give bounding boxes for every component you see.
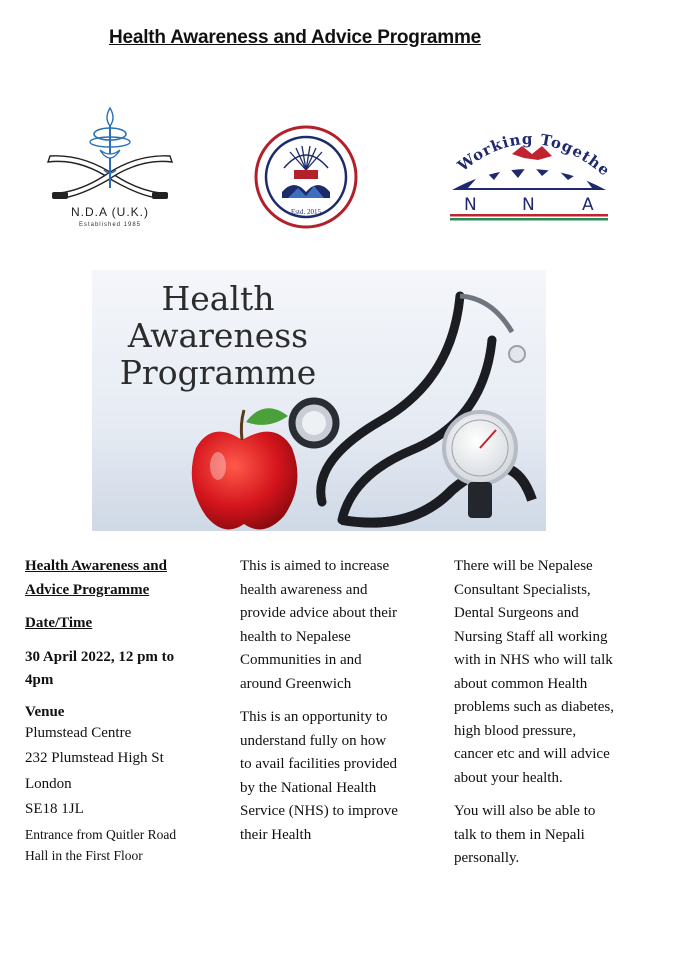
aim-line-2: health awareness and [240,581,368,598]
specialists-line-10: about your health. [454,769,563,786]
nna-arc-text: Working Togethe [454,129,614,180]
specialists-paragraph [454,555,674,790]
aim-line-1: This is aimed to increase [240,558,390,574]
opportunity-line-2: understand fully on how [240,732,387,749]
specialists-line-6: about common Health [454,675,588,692]
aim-line-5: Communities in and [240,652,362,668]
specialists-line-8: high blood pressure, [454,722,577,739]
opportunity-line-6: their Health [240,826,312,843]
specialists-line-2: Consultant Specialists, [454,581,591,598]
nna-logo [444,118,614,228]
nna-letter-1: N [464,195,477,215]
info-column-1 [25,555,235,866]
banner-title-line-1: Health [161,279,275,318]
nda-name: N.D.A (U.K.) [70,205,149,219]
banner-title-line-3: Programme [119,353,317,392]
info-column-3 [454,555,674,871]
nda-established: Established 1985 [78,222,142,228]
programme-heading-line-2: Advice Programme [25,581,150,598]
opportunity-line-5: Service (NHS) to improve [240,803,398,819]
nepali-paragraph [454,800,674,871]
aim-line-4: health to Nepalese [240,628,351,645]
info-column-2 [240,555,445,847]
venue-line-4: SE18 1JL [25,801,84,817]
specialists-line-3: Dental Surgeons and [454,605,579,621]
nna-letter-3: A [582,195,594,215]
venue-label: Venue [25,703,65,720]
specialists-line-9: cancer etc and will advice [454,746,610,762]
programme-heading-line-1: Health Awareness and [25,558,167,574]
banner-title-line-2: Awareness [127,316,309,355]
entrance-line-2: Hall in the First Floor [25,847,143,863]
aim-line-3: provide advice about their [240,605,398,621]
datetime-line-2: 4pm [25,672,54,688]
nna-mountain-emblem-icon [444,118,614,228]
opportunity-line-4: by the National Health [240,779,377,796]
opportunity-paragraph [240,706,445,847]
nda-logo [40,100,180,240]
entrance-line-1: Entrance from Quitler Road [25,826,177,842]
venue-line-2: 232 Plumstead High St [25,750,164,766]
datetime-label: Date/Time [25,615,93,631]
nepali-line-2: talk to them in Nepali [454,826,585,843]
page-title: Health Awareness and Advice Programme [108,27,482,48]
specialists-line-4: Nursing Staff all working [454,628,608,645]
crossed-kukri-emblem-icon [40,100,180,210]
opportunity-line-1: This is an opportunity to [240,709,388,725]
specialists-line-1: There will be Nepalese [454,558,593,574]
datetime-line-1: 30 April 2022, 12 pm to [25,648,175,665]
banner-title [98,280,338,391]
aim-line-6: around Greenwich [240,675,352,692]
specialists-line-7: problems such as diabetes, [454,699,614,715]
rbgns-established: Estd. 2015 [291,208,321,216]
nepali-line-1: You will also be able to [454,803,596,819]
venue-line-3: London [25,775,72,792]
rbgns-logo [248,122,364,232]
aim-paragraph [240,555,445,696]
nepali-line-3: personally. [454,850,520,866]
opportunity-line-3: to avail facilities provided [240,756,398,772]
nna-letter-2: N [522,195,535,215]
venue-line-1: Plumstead Centre [25,724,132,741]
specialists-line-5: with in NHS who will talk [454,652,613,668]
